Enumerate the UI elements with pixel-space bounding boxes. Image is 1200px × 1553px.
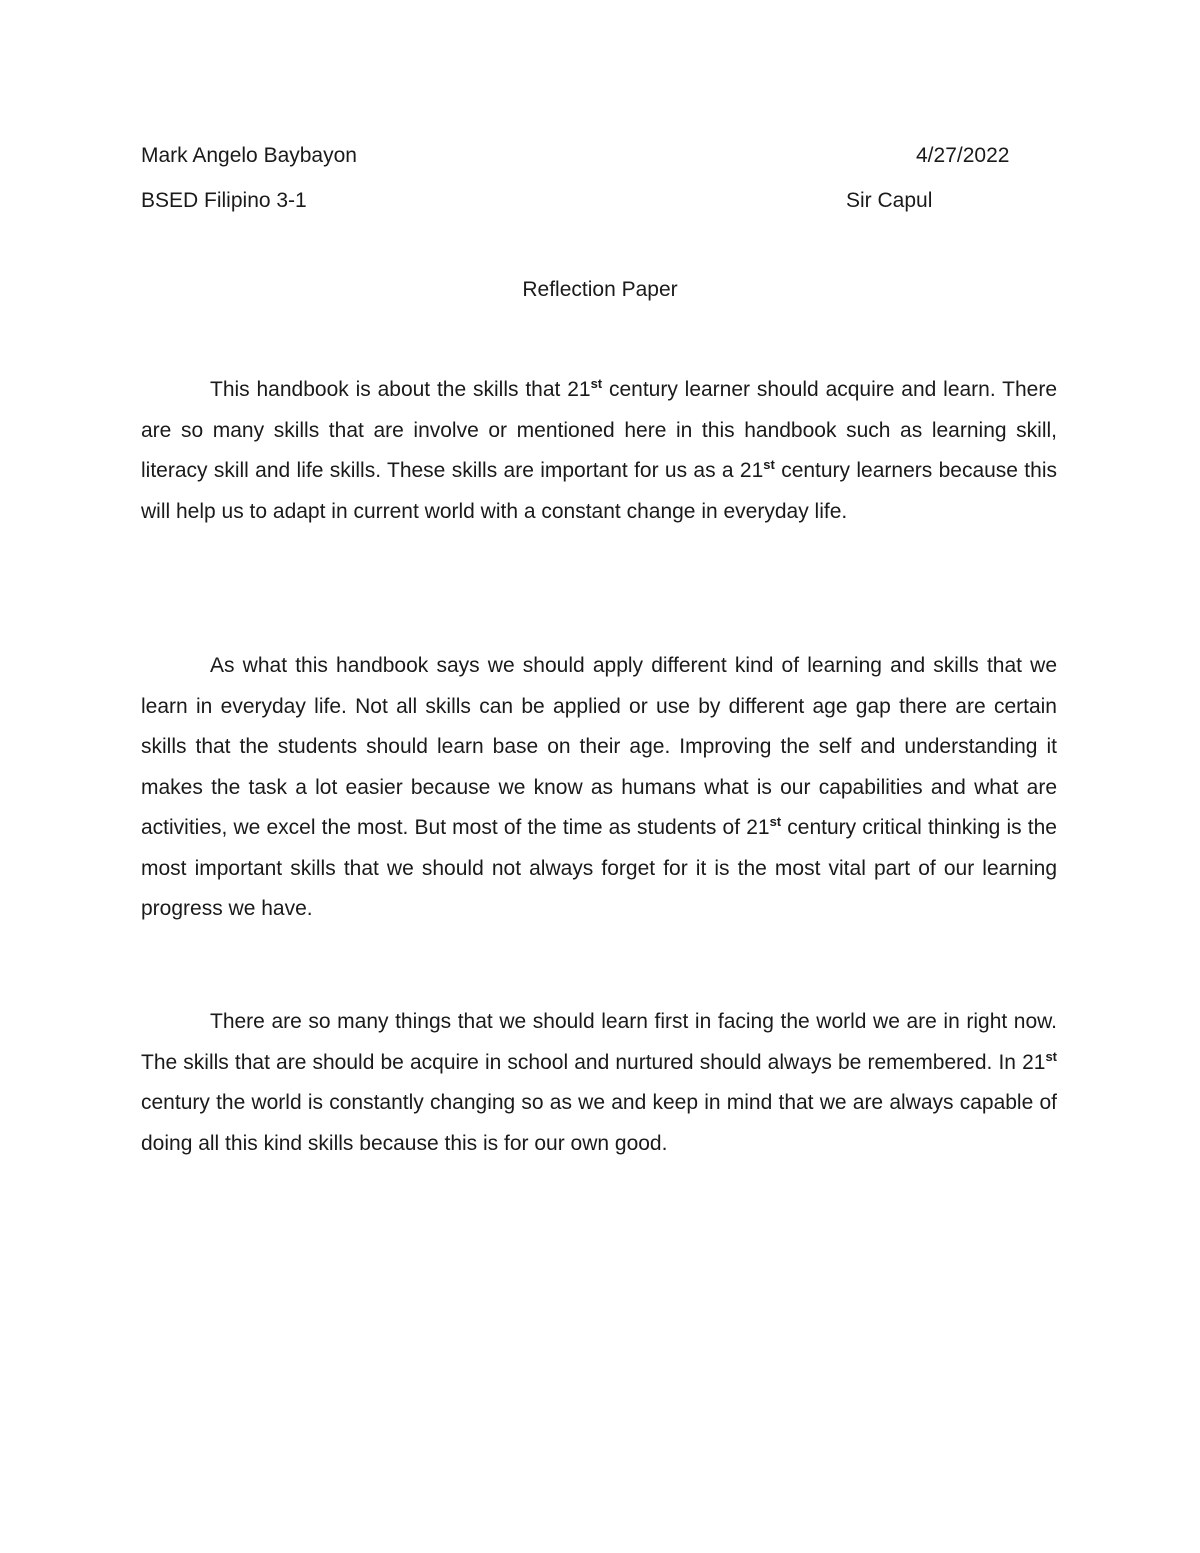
paragraph-3-superscript: st <box>1045 1048 1057 1064</box>
paragraph-1-text-c: century learners because this will help us to adapt in current world with a constant change in everyday life. <box>141 459 1057 523</box>
paragraph-2-text-b: century critical thinking is the most important skills that we should not always forget for it is the most vital part of our learning progress we have. <box>141 816 1057 920</box>
date: 4/27/2022 <box>916 144 1010 167</box>
paragraph-3-text-a: There are so many things that we should learn first in facing the world we are in right now. The skills that are should be acquire in school and nurtured should always be remembered. In 21 <box>141 1010 1057 1074</box>
author-name: Mark Angelo Baybayon <box>141 144 357 167</box>
paragraph-1-text-b: century learner should acquire and learn. There are so many skills that are involve or mentioned here in this handbook such as learning skill, literacy skill and life skills. These skills are important for us as a 21 <box>141 378 1057 482</box>
paragraph-2-text-a: As what this handbook says we should apply different kind of learning and skills that we learn in everyday life. Not all skills can be applied or use by different age gap there are certain skills that the students should learn base on their age. Improving the self and understanding it makes the task a lot easier because we know as humans what is our capabilities and what are activities, we excel the most. But most of the time as students of 21 <box>141 654 1057 839</box>
paragraph-1-superscript-a: st <box>590 376 603 391</box>
paragraph-1 <box>141 370 1057 532</box>
paragraph-3 <box>141 1002 1057 1164</box>
course-section: BSED Filipino 3-1 <box>141 189 307 212</box>
document-title: Reflection Paper <box>522 278 678 301</box>
teacher-name: Sir Capul <box>846 189 933 212</box>
paragraph-1-superscript-b: st <box>763 457 775 472</box>
paragraph-2-superscript: st <box>769 814 782 829</box>
paragraph-2 <box>141 646 1057 930</box>
paragraph-3-text-b: century the world is constantly changing so as we and keep in mind that we are always capable of doing all this kind skills because this is for our own good. <box>141 1091 1057 1155</box>
paragraph-1-text-a: This handbook is about the skills that 21 <box>210 378 591 401</box>
